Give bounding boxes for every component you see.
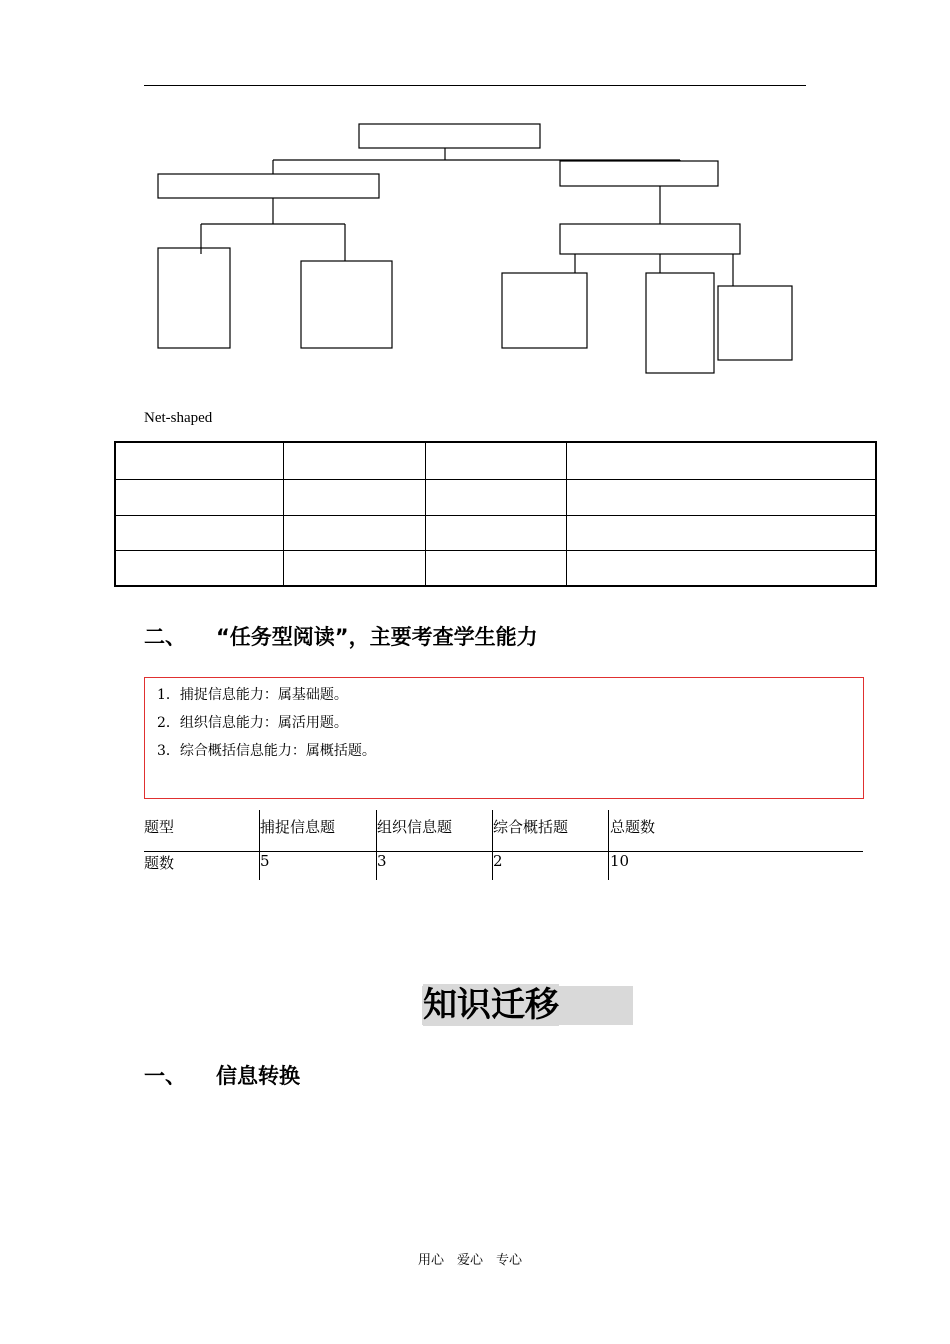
ability-item: 2．组织信息能力：属活用题。: [157, 715, 348, 731]
section-2-heading: [144, 621, 538, 651]
diagram-leaf-box: [502, 273, 587, 348]
table-col-divider: [376, 810, 377, 880]
diagram-left-branch-box: [158, 174, 379, 198]
section-2-number: 二、: [144, 625, 186, 649]
table-row-divider: [116, 515, 875, 516]
diagram-caption: Net-shaped: [144, 410, 213, 426]
table-col-divider: [283, 443, 284, 585]
table-cell: 2: [493, 852, 503, 870]
table-cell: 10: [610, 852, 630, 870]
table-cell: 题数: [144, 854, 175, 872]
table-header-cell: 捕捉信息题: [260, 818, 336, 836]
table-row-divider: [116, 550, 875, 551]
diagram-leaf-box: [301, 261, 392, 348]
table-col-divider: [566, 443, 567, 585]
table-header-cell: 综合概括题: [493, 818, 569, 836]
table-header-cell: 题型: [144, 818, 175, 836]
diagram-root-box: [359, 124, 540, 148]
table-row-divider: [144, 851, 863, 852]
page-footer: 用心 爱心 专心: [418, 1253, 523, 1268]
table-col-divider: [425, 443, 426, 585]
knowledge-transfer-banner: [422, 986, 633, 1025]
section-1-heading: [144, 1060, 300, 1090]
section-2-title: “任务型阅读”，主要考查学生能力: [216, 625, 538, 649]
table-col-divider: [259, 810, 260, 880]
table-cell: 5: [260, 852, 270, 870]
section-1-number: 一、: [144, 1064, 186, 1088]
table-col-divider: [492, 810, 493, 880]
diagram-leaf-box: [718, 286, 792, 360]
tree-diagram: [0, 0, 950, 400]
empty-grid-table: [114, 441, 877, 587]
diagram-right-sub-box: [560, 224, 740, 254]
table-cell: 3: [377, 852, 387, 870]
table-header-cell: 总题数: [610, 818, 656, 836]
table-row-divider: [116, 479, 875, 480]
diagram-leaf-box: [158, 248, 230, 348]
ability-item: 1．捕捉信息能力：属基础题。: [157, 687, 348, 703]
diagram-right-branch-box: [560, 161, 718, 186]
table-col-divider: [608, 810, 609, 880]
abilities-box: [144, 677, 864, 799]
knowledge-transfer-title: 知识迁移: [423, 985, 559, 1025]
table-header-cell: 组织信息题: [377, 818, 453, 836]
diagram-leaf-box: [646, 273, 714, 373]
section-1-title: 信息转换: [216, 1064, 300, 1088]
ability-item: 3．综合概括信息能力：属概括题。: [157, 743, 376, 759]
